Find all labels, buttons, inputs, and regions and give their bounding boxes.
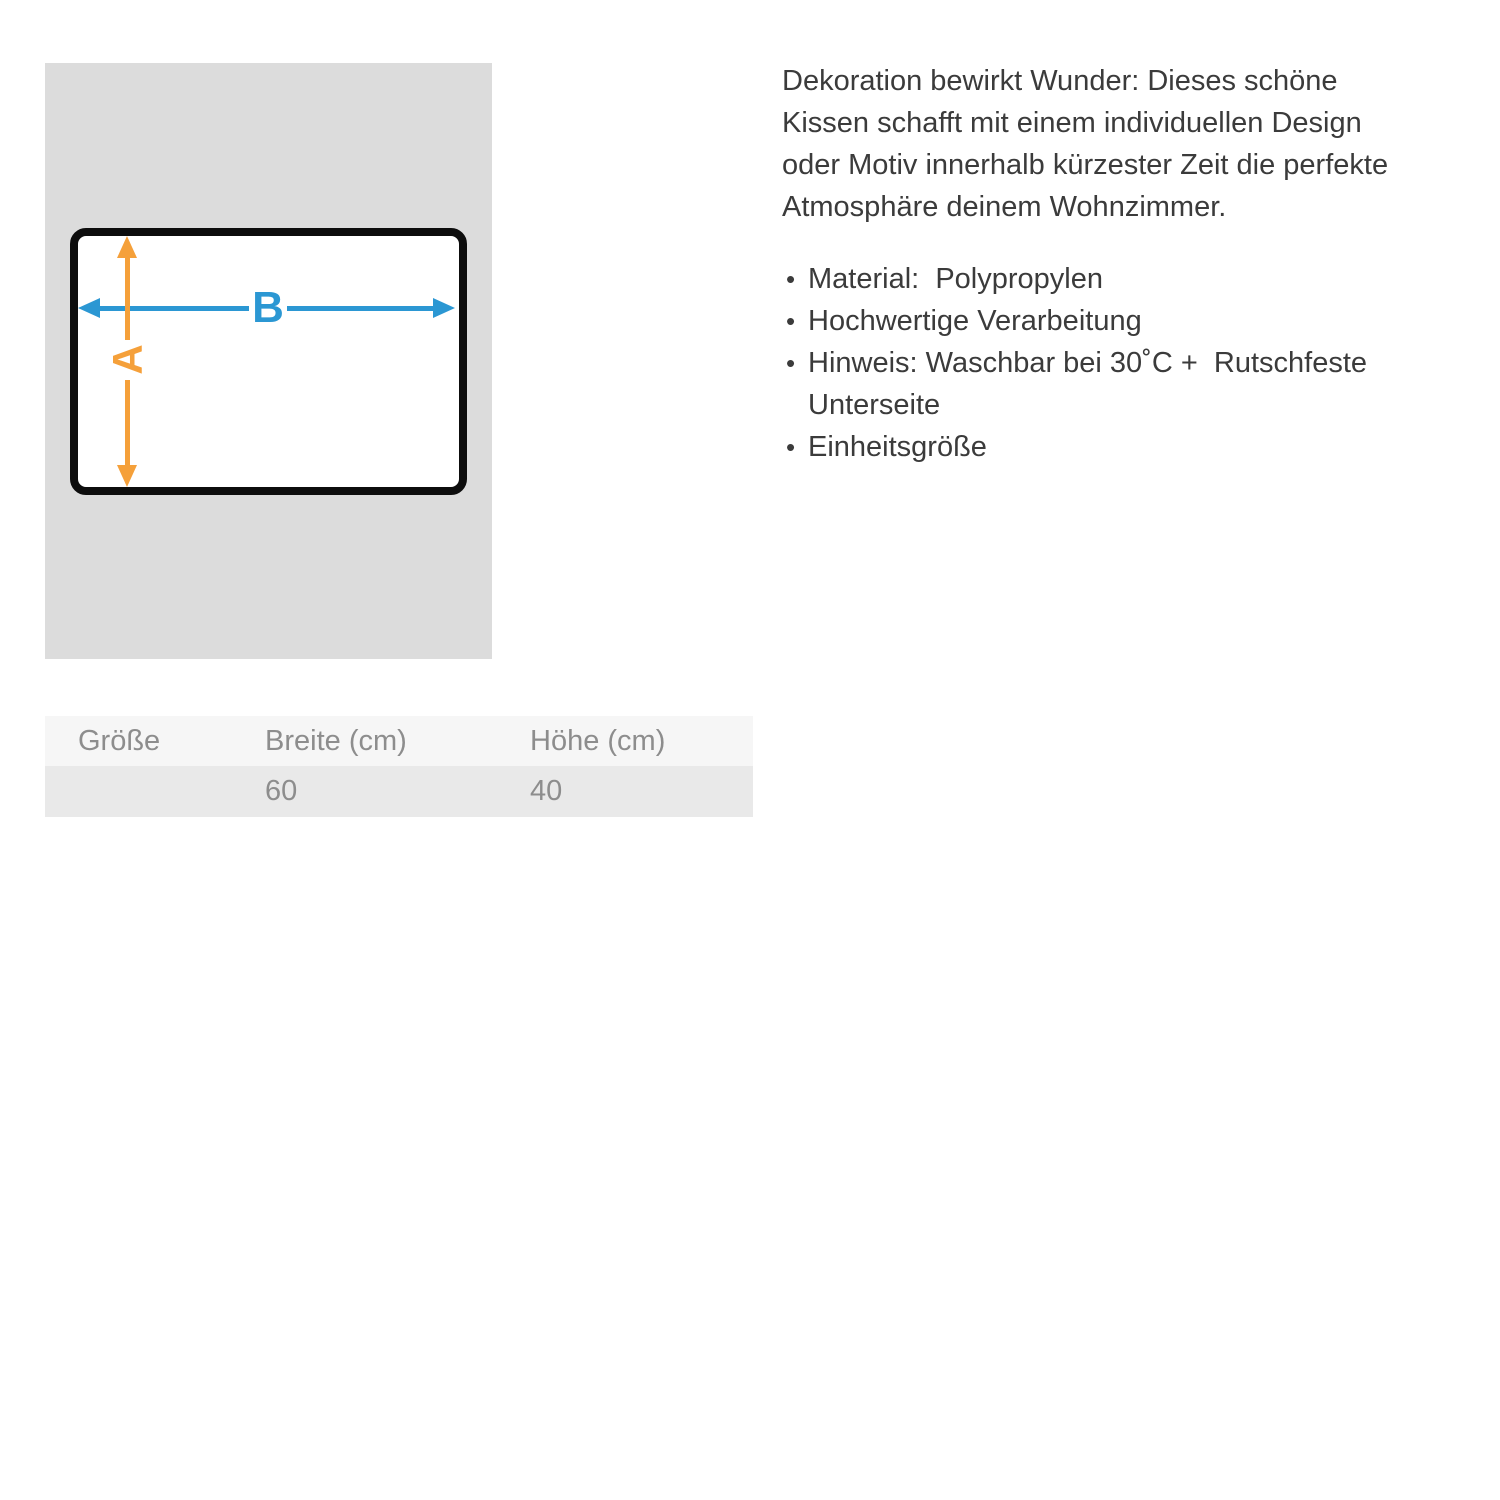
arrow-line-left: [97, 306, 249, 311]
size-cell-groesse: [45, 766, 232, 817]
feature-item-hinweis: [782, 342, 1472, 426]
feature-text: Einheitsgröße: [808, 431, 987, 463]
bullet-icon: •: [786, 264, 796, 294]
feature-text: Material: Polypropylen: [808, 263, 1103, 295]
arrow-right-icon: [433, 298, 455, 318]
arrow-line-right: [287, 306, 437, 311]
feature-item-material: [782, 258, 1472, 300]
description-line: Kissen schafft mit einem individuellen Design: [782, 107, 1362, 139]
bullet-icon: •: [786, 306, 796, 336]
arrow-down-icon: [117, 465, 137, 487]
description-line: Atmosphäre deinem Wohnzimmer.: [782, 191, 1227, 223]
description-line: oder Motiv innerhalb kürzester Zeit die perfekte: [782, 149, 1389, 181]
arrow-line-bottom: [125, 380, 130, 470]
height-label-a: A: [103, 344, 151, 375]
feature-item-verarbeitung: [782, 300, 1472, 342]
bullet-icon: •: [786, 432, 796, 462]
product-size-image[interactable]: [45, 63, 492, 659]
description-line: Dekoration bewirkt Wunder: Dieses schöne: [782, 65, 1338, 97]
size-table: [45, 716, 753, 817]
size-cell-breite: 60: [265, 775, 298, 807]
size-table-header-row: [45, 716, 753, 766]
size-cell-hoehe: 40: [530, 775, 563, 807]
size-table-header-breite: Breite (cm): [265, 724, 407, 757]
feature-list: [782, 258, 1472, 468]
product-description: [782, 60, 1482, 228]
arrow-line-top: [125, 255, 130, 340]
size-table-header-hoehe: Höhe (cm): [530, 724, 666, 757]
size-table-row: [45, 766, 753, 817]
feature-item-einheitsgroesse: [782, 426, 1472, 468]
feature-text: Hochwertige Verarbeitung: [808, 305, 1142, 337]
feature-text: Hinweis: Waschbar bei 30˚C + Rutschfeste Unterseite: [808, 347, 1376, 421]
width-label-b: B: [252, 283, 284, 332]
size-table-header-groesse: Größe: [78, 724, 161, 757]
bullet-icon: •: [786, 348, 796, 378]
